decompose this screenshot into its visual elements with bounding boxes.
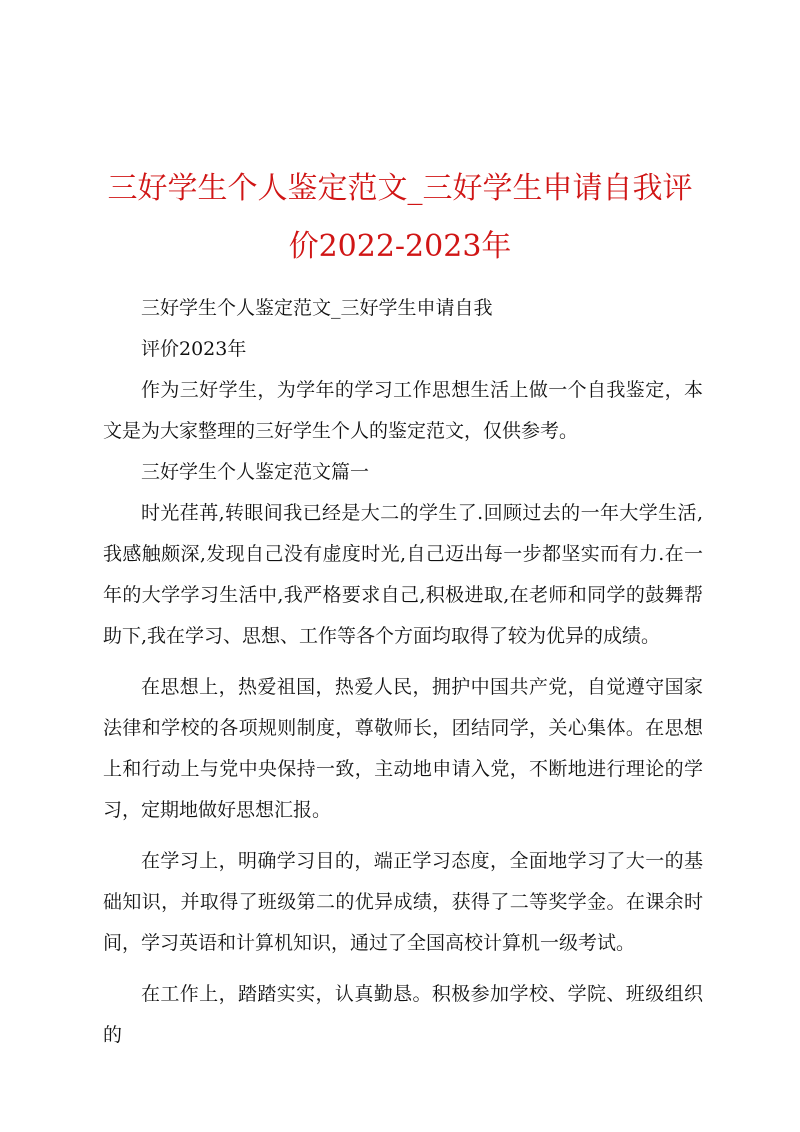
document-title: 三好学生个人鉴定范文_三好学生申请自我评价2022-2023年 [107,171,693,264]
paragraph: 在学习上，明确学习目的，端正学习态度，全面地学习了大一的基础知识，并取得了班级第二的优异成绩，获得了二等奖学金。在课余时间，学习英语和计算机知识，通过了全国高校计算机一级考试。 [103,850,703,954]
paragraph: 三好学生个人鉴定范文篇一 [141,461,370,483]
document-body [103,288,703,1056]
paragraph: 在思想上，热爱祖国，热爱人民，拥护中国共产党，自觉遵守国家法律和学校的各项规则制度，尊敬师长，团结同学，关心集体。在思想上和行动上与党中央保持一致，主动地申请入党，不断地进行理论的学习，定期地做好思想汇报。 [103,676,703,821]
paragraph: 评价2023年 [141,338,247,360]
paragraph: 时光荏苒,转眼间我已经是大二的学生了.回顾过去的一年大学生活,我感触颇深,发现自己没有虚度时光,自己迈出每一步都坚实而有力.在一年的大学学习生活中,我严格要求自己,积极进取,在老师和同学的鼓舞帮助下,我在学习、思想、工作等各个方面均取得了较为优异的成绩。 [103,502,703,647]
paragraph: 作为三好学生，为学年的学习工作思想生活上做一个自我鉴定，本文是为大家整理的三好学生个人的鉴定范文，仅供参考。 [103,379,703,442]
paragraph: 三好学生个人鉴定范文_三好学生申请自我 [141,297,493,319]
paragraph: 在工作上，踏踏实实，认真勤恳。积极参加学校、学院、班级组织的 [103,983,703,1046]
